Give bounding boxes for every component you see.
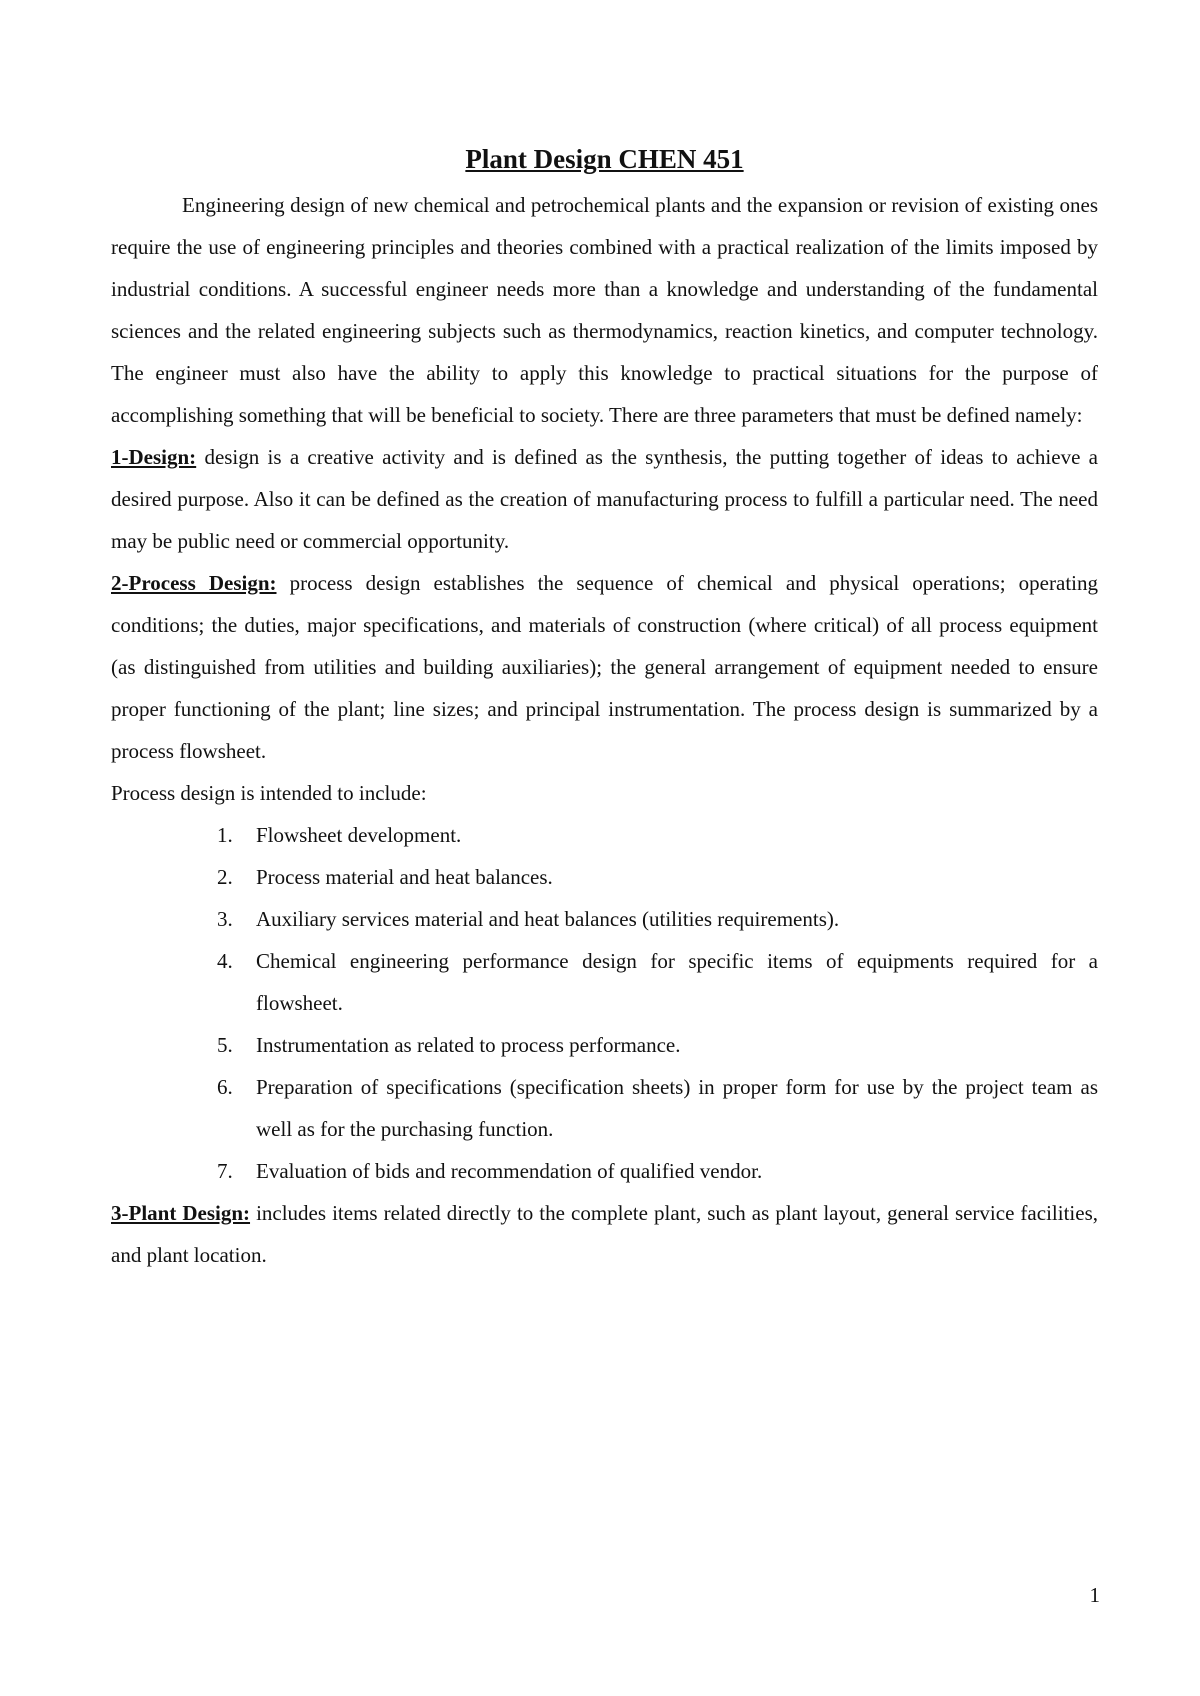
section-plant-design-label: 3-Plant Design: — [111, 1201, 251, 1225]
list-item-text: Process material and heat balances. — [256, 865, 553, 889]
list-item-text: Preparation of specifications (specification sheets) in proper form for use by the project team as well as for the purchasing function. — [256, 1075, 1098, 1141]
page-title: Plant Design CHEN 451 — [465, 144, 744, 174]
section-design-text: design is a creative activity and is defined as the synthesis, the putting together of ideas to achieve a desired purpose. Also it can be defined as the creation of manufacturing process to fulfill a particular need. The need may be public need or commercial opportunity. — [111, 445, 1098, 553]
list-item — [111, 1066, 1098, 1150]
list-item — [111, 814, 1098, 856]
list-item-text: Auxiliary services material and heat balances (utilities requirements). — [256, 907, 840, 931]
section-process-design-text: process design establishes the sequence of chemical and physical operations; operating conditions; the duties, major specifications, and materials of construction (where critical) of all process equipment (as distinguished from utilities and building auxiliaries); the general arrangement of equipment needed to ensure proper functioning of the plant; line sizes; and principal instrumentation. The process design is summarized by a process flowsheet. — [111, 571, 1098, 763]
list-item-number: 2. — [217, 865, 233, 889]
list-item-text: Evaluation of bids and recommendation of qualified vendor. — [256, 1159, 763, 1183]
list-item — [111, 898, 1098, 940]
list-item-number: 6. — [217, 1075, 233, 1099]
list-item-text: Instrumentation as related to process performance. — [256, 1033, 681, 1057]
intro-paragraph: Engineering design of new chemical and petrochemical plants and the expansion or revision of existing ones require the use of engineering principles and theories combined with a practical realization of the limits imposed by industrial conditions. A successful engineer needs more than a knowledge and understanding of the fundamental sciences and the related engineering subjects such as thermodynamics, reaction kinetics, and computer technology. The engineer must also have the ability to apply this knowledge to practical situations for the purpose of accomplishing something that will be beneficial to society. There are three parameters that must be defined namely: — [111, 193, 1098, 427]
list-item — [111, 1150, 1098, 1192]
section-process-design — [111, 562, 1098, 772]
process-design-intro: Process design is intended to include: — [111, 781, 427, 805]
section-design-label: 1-Design: — [111, 445, 197, 469]
list-item — [111, 1024, 1098, 1066]
section-design — [111, 436, 1098, 562]
list-item — [111, 856, 1098, 898]
list-item-number: 4. — [217, 949, 233, 973]
list-item-number: 7. — [217, 1159, 233, 1183]
section-plant-design-text: includes items related directly to the complete plant, such as plant layout, general service facilities, and plant location. — [111, 1201, 1098, 1267]
list-item-number: 1. — [217, 823, 233, 847]
list-item-text: Chemical engineering performance design for specific items of equipments required for a flowsheet. — [256, 949, 1098, 1015]
list-item-text: Flowsheet development. — [256, 823, 462, 847]
list-item — [111, 940, 1098, 1024]
section-process-design-label: 2-Process Design: — [111, 571, 277, 595]
section-plant-design — [111, 1192, 1098, 1276]
process-design-list — [111, 814, 1098, 1192]
list-item-number: 5. — [217, 1033, 233, 1057]
list-item-number: 3. — [217, 907, 233, 931]
page-content — [111, 140, 1098, 1276]
page-number: 1 — [1089, 1583, 1100, 1607]
